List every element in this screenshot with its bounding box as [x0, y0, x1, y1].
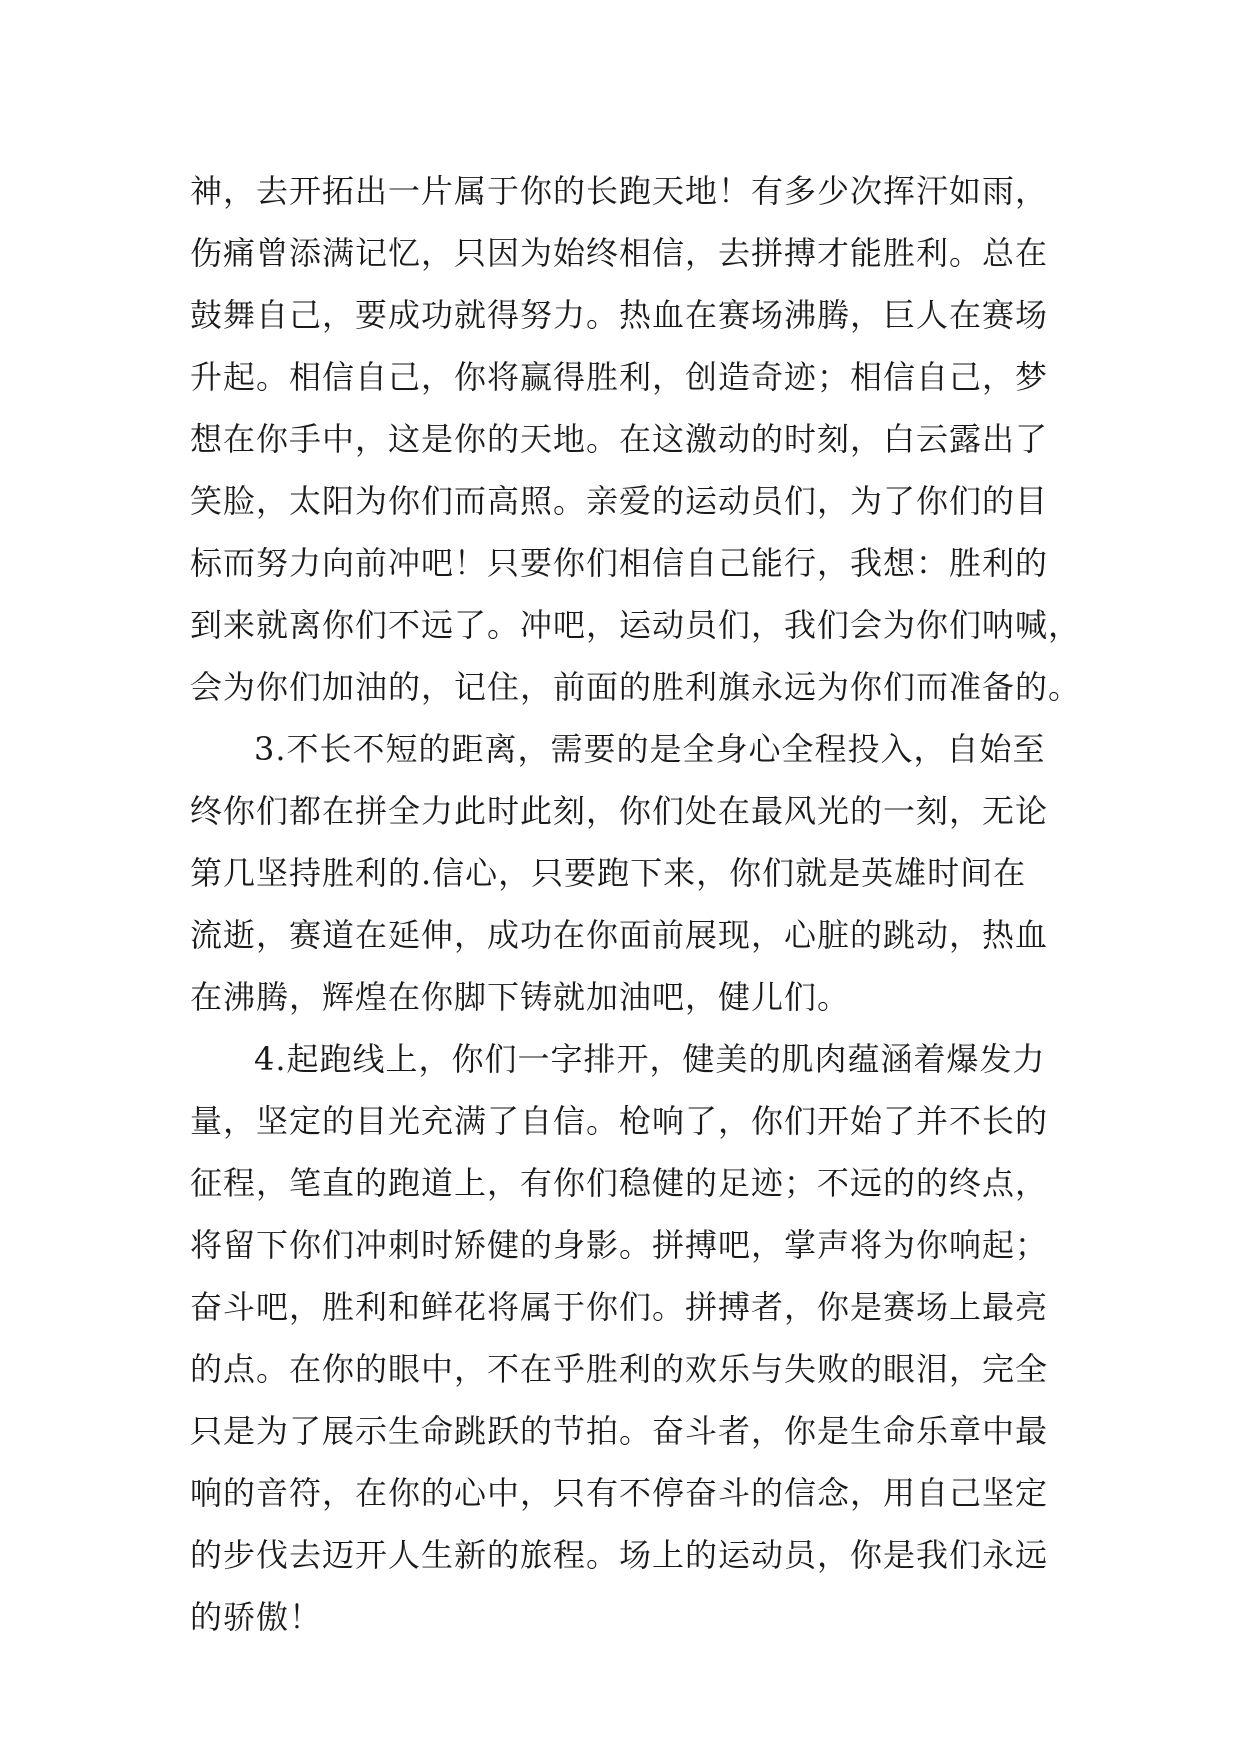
text-line: 只是为了展示生命跳跃的节拍。奋斗者，你是生命乐章中最 — [190, 1412, 1049, 1450]
document-body — [190, 160, 1082, 1648]
text-line: 的步伐去迈开人生新的旅程。场上的运动员，你是我们永远 — [190, 1536, 1049, 1574]
text-line: 流逝，赛道在延伸，成功在你面前展现，心脏的跳动，热血 — [190, 916, 1049, 954]
text-line: 奋斗吧，胜利和鲜花将属于你们。拼搏者，你是赛场上最亮 — [190, 1288, 1049, 1326]
text-line: 神，去开拓出一片属于你的长跑天地！有多少次挥汗如雨， — [190, 172, 1049, 210]
text-line: 笑脸，太阳为你们而高照。亲爱的运动员们，为了你们的目 — [190, 482, 1049, 520]
text-line: 量，坚定的目光充满了自信。枪响了，你们开始了并不长的 — [190, 1102, 1049, 1140]
text-line: 征程，笔直的跑道上，有你们稳健的足迹；不远的的终点， — [190, 1164, 1049, 1202]
paragraph-3-start: 3.不长不短的距离，需要的是全身心全程投入，自始至 — [254, 730, 1046, 768]
text-line: 的骄傲！ — [190, 1598, 323, 1636]
text-line: 的点。在你的眼中，不在乎胜利的欢乐与失败的眼泪，完全 — [190, 1350, 1049, 1388]
text-line: 鼓舞自己，要成功就得努力。热血在赛场沸腾，巨人在赛场 — [190, 296, 1049, 334]
text-line: 标而努力向前冲吧！只要你们相信自己能行，我想：胜利的 — [190, 544, 1049, 582]
text-line: 想在你手中，这是你的天地。在这激动的时刻，白云露出了 — [190, 420, 1049, 458]
text-line: 在沸腾，辉煌在你脚下铸就加油吧，健儿们。 — [190, 978, 851, 1016]
text-line: 第几坚持胜利的.信心，只要跑下来，你们就是英雄时间在 — [190, 854, 1027, 892]
text-line: 会为你们加油的，记住，前面的胜利旗永远为你们而准备的。 — [190, 668, 1082, 706]
text-line: 将留下你们冲刺时矫健的身影。拼搏吧，掌声将为你响起； — [190, 1226, 1049, 1264]
paragraph-4-start: 4.起跑线上，你们一字排开，健美的肌肉蕴涵着爆发力 — [254, 1040, 1046, 1078]
text-line: 升起。相信自己，你将赢得胜利，创造奇迹；相信自己，梦 — [190, 358, 1049, 396]
text-line: 终你们都在拼全力此时此刻，你们处在最风光的一刻，无论 — [190, 792, 1049, 830]
text-line: 到来就离你们不远了。冲吧，运动员们，我们会为你们呐喊， — [190, 606, 1082, 644]
text-line: 伤痛曾添满记忆，只因为始终相信，去拼搏才能胜利。总在 — [190, 234, 1049, 272]
text-line: 响的音符，在你的心中，只有不停奋斗的信念，用自己坚定 — [190, 1474, 1049, 1512]
